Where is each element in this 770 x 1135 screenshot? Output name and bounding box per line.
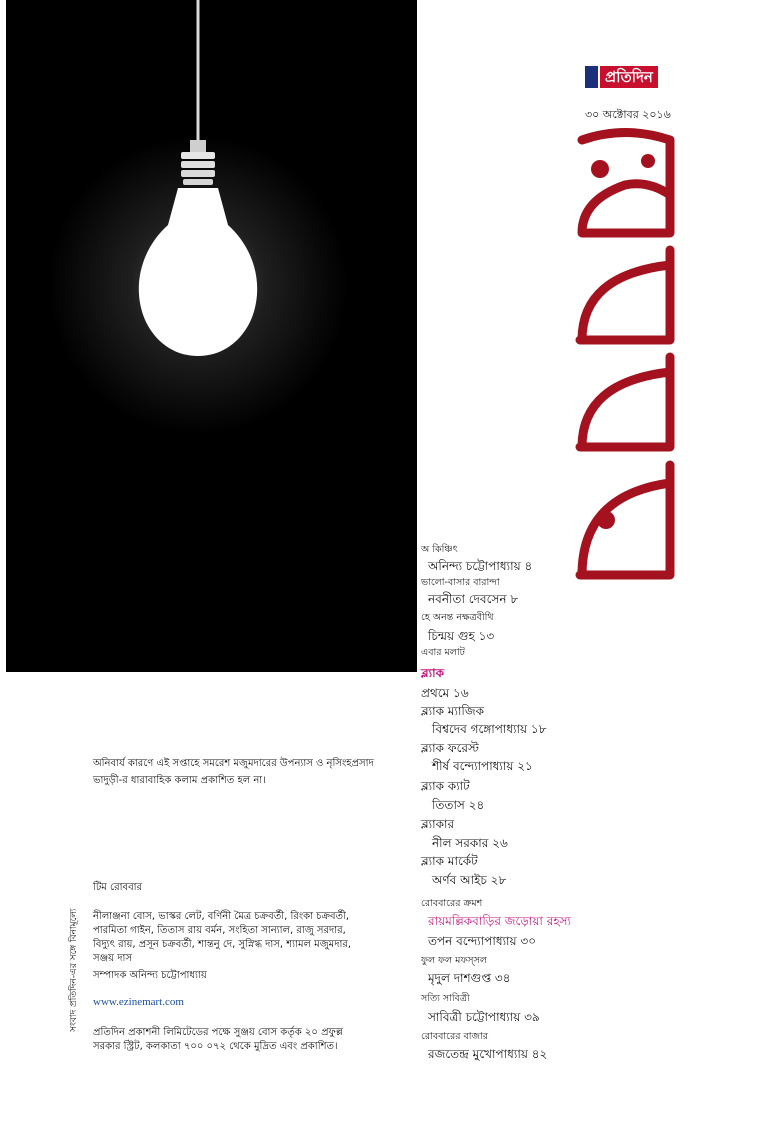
toc-heading: ব্ল্যাকার bbox=[421, 817, 455, 831]
toc-author: রজতেন্দ্র মুখোপাধ্যায় ৪২ bbox=[428, 1047, 548, 1061]
team-members: নীলাঞ্জনা বোস, ভাস্কর লেট, বর্ণিনী মৈত্র চক্রবর্তী, রিংকা চক্রবর্তী, পারমিতা গাইন, তিতাস রায় বর্মন, সংহিতা সান্যাল, রাজু সরদার, বিদ্যুৎ রায়, প্রসূন চক্রবর্তী, শান্তনু দে, সুস্নিগ্ধ দাস, শ্যামল মজুমদার, সঞ্জয় দাস bbox=[93, 911, 352, 964]
toc-author: তপন বন্দ্যোপাধ্যায় ৩০ bbox=[428, 934, 537, 948]
toc-heading: ব্ল্যাক ম্যাজিক bbox=[421, 704, 484, 718]
toc-label: ভালো-বাসার বারান্দা bbox=[421, 577, 500, 588]
toc-label: সত্যি সাবিত্রী bbox=[421, 993, 470, 1004]
toc-author: নীল সরকার ২৬ bbox=[432, 836, 508, 850]
toc-heading: ব্ল্যাক মার্কেট bbox=[421, 854, 478, 868]
toc-author: নবনীতা দেবসেন ৮ bbox=[428, 592, 519, 606]
issue-date: ৩০ অক্টোবর ২০১৬ bbox=[585, 108, 671, 121]
toc-label: হে অনন্ত নক্ষত্রবীথি bbox=[421, 612, 494, 623]
serial-title: রায়মল্লিকবাড়ির জড়োয়া রহস্য bbox=[428, 914, 572, 928]
toc-heading: ব্ল্যাক ক্যাট bbox=[421, 779, 470, 793]
toc-author: চিন্ময় গুহ ১৩ bbox=[428, 629, 495, 643]
team-heading: টিম রোববার bbox=[93, 882, 143, 893]
toc-author: বিশ্বদেব গঙ্গোপাধ্যায় ১৮ bbox=[432, 722, 547, 736]
cover-story-title: ব্ল্যাক bbox=[421, 666, 444, 680]
cover-illustration bbox=[6, 0, 417, 672]
toc-author: অনিন্দ্য চট্টোপাধ্যায় ৪ bbox=[428, 559, 533, 573]
printer-credit: প্রতিদিন প্রকাশনী লিমিটেডের পক্ষে সুঞ্জয় বোস কর্তৃক ২০ প্রফুল্ল সরকার স্ট্রিট, কলকাতা ৭০০ ০৭২ থেকে মুদ্রিত এবং প্রকাশিত। bbox=[93, 1027, 343, 1052]
notice-text: অনিবার্য কারণে এই সপ্তাহে সমরেশ মজুমদারের উপন্যাস ও নৃসিংহপ্রসাদ ভাদুড়ী-র ধারাবাহিক কলাম প্রকাশিত হল না। bbox=[93, 758, 374, 786]
toc-label: অ কিঞ্চিৎ bbox=[421, 544, 458, 555]
light-bulb-icon bbox=[6, 0, 417, 672]
toc-heading: ব্ল্যাক ফরেস্ট bbox=[421, 741, 479, 755]
logo-text: প্রতিদিন bbox=[600, 66, 658, 88]
free-supplement-note: সংবাদ প্রতিদিন-এর সঙ্গে বিনামূল্যে bbox=[69, 908, 79, 1032]
logo-mark bbox=[585, 66, 598, 88]
toc-label: ফুল ফল মফস্সল bbox=[421, 955, 487, 966]
toc-heading: প্রথমে ১৬ bbox=[421, 686, 469, 700]
editor-credit: সম্পাদক অনিন্দ্য চট্টোপাধ্যায় bbox=[93, 970, 207, 981]
toc-label: রোববারের বাজার bbox=[421, 1031, 488, 1042]
toc-author: সাবিত্রী চট্টোপাধ্যায় ৩৯ bbox=[428, 1010, 540, 1024]
toc-label: রোববারের ক্রমশ bbox=[421, 898, 483, 909]
toc-author: অর্ণব আইচ ২৮ bbox=[432, 873, 507, 887]
toc-author: মৃদুল দাশগুপ্ত ৩৪ bbox=[428, 971, 511, 985]
toc-author: শীর্ষ বন্দ্যোপাধ্যায় ২১ bbox=[432, 759, 533, 773]
toc-label: এবার মলাট bbox=[421, 647, 465, 658]
masthead-logo bbox=[570, 125, 680, 585]
website-link[interactable]: www.ezinemart.com bbox=[93, 996, 184, 1008]
pratidin-logo bbox=[585, 66, 658, 88]
toc-author: তিতাস ২৪ bbox=[432, 798, 485, 812]
